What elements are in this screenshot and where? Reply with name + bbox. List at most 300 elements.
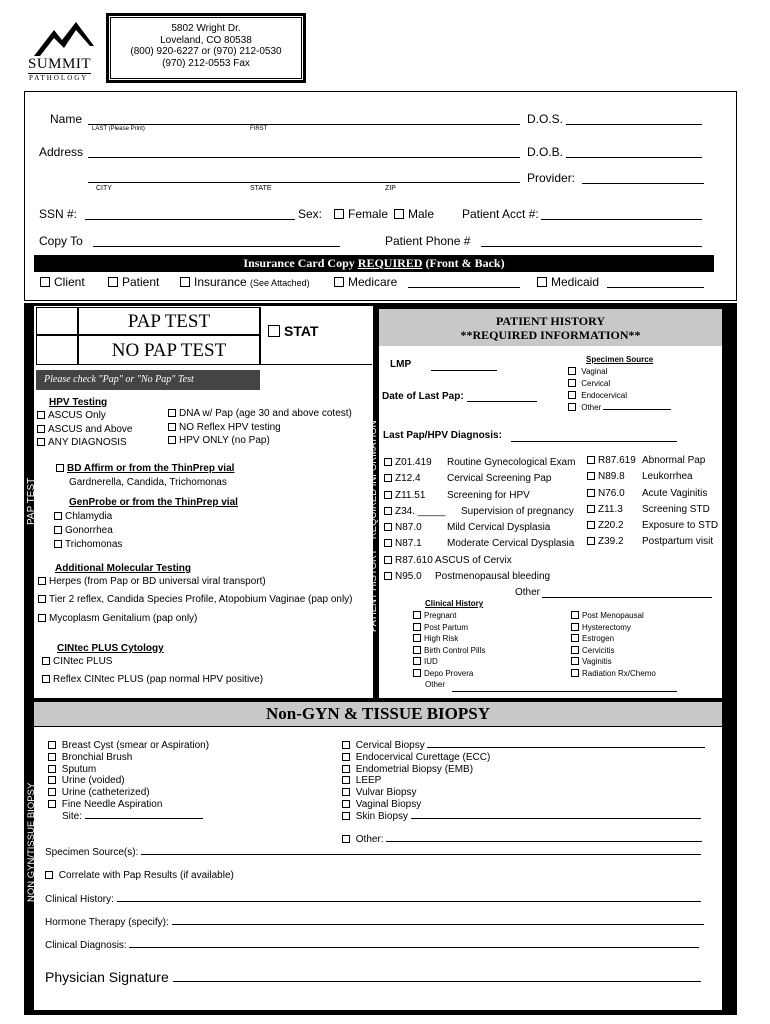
hpv-any-diagnosis-text: ANY DIAGNOSIS xyxy=(48,437,127,448)
trichomonas-text: Trichomonas xyxy=(65,539,123,550)
nongyn-checkbox[interactable] xyxy=(48,800,56,808)
history-header xyxy=(379,309,722,346)
code-r87619[interactable] xyxy=(587,453,718,469)
address-label: Address xyxy=(39,145,84,159)
clin-text: Birth Control Pills xyxy=(424,645,486,655)
lab-address-box-inner xyxy=(110,17,302,79)
code-number: Z34. _____ xyxy=(395,505,446,517)
nongyn-text: Vulvar Biopsy xyxy=(355,787,417,799)
clin-post-menopausal[interactable] xyxy=(571,610,656,622)
mycoplasm-text: Mycoplasm Genitalium (pap only) xyxy=(49,613,198,624)
chlamydia-checkbox[interactable] xyxy=(54,512,62,520)
dna-cotest[interactable] xyxy=(168,408,352,419)
spec-endocervical-text: Endocervical xyxy=(581,391,628,400)
code-number: Z12.4 xyxy=(395,473,421,485)
cintec-option[interactable] xyxy=(42,656,112,667)
code-n898[interactable] xyxy=(587,469,718,485)
nongyn-other-field[interactable] xyxy=(386,841,702,842)
code-n950[interactable] xyxy=(384,569,575,585)
nongyn-title: Non-GYN & TISSUE BIOPSY xyxy=(34,702,722,726)
patient-phone-field[interactable] xyxy=(481,246,702,247)
provider-label: Provider: xyxy=(527,171,576,185)
hpv-ascus-only-text: ASCUS Only xyxy=(48,410,106,421)
patient-text: Patient xyxy=(122,275,160,289)
site-label: Site: xyxy=(62,810,83,822)
genprobe-title: GenProbe or from the ThinPrep vial xyxy=(69,497,238,508)
nongyn-text: Urine (voided) xyxy=(61,775,125,787)
nongyn-text: Sputum xyxy=(61,763,97,775)
female-option[interactable] xyxy=(334,207,388,221)
code-desc: Screening STD xyxy=(642,503,710,515)
clinical-history-row xyxy=(45,894,701,905)
skin-biopsy-field[interactable] xyxy=(411,818,701,819)
hpv-ascus-only[interactable] xyxy=(37,410,106,421)
amt-title: Additional Molecular Testing xyxy=(55,563,191,574)
nongyn-other-option[interactable] xyxy=(342,834,702,845)
clin-iud[interactable] xyxy=(413,656,485,668)
code-z392[interactable] xyxy=(587,534,718,550)
spec-other-text: Other xyxy=(581,403,602,412)
code-number: N89.8 xyxy=(598,471,625,483)
lab-city: Loveland, CO 80538 xyxy=(160,34,252,46)
reflex-cintec-option[interactable] xyxy=(42,674,263,685)
code-desc: Moderate Cervical Dysplasia xyxy=(447,538,575,550)
dna-cotest-checkbox[interactable] xyxy=(168,409,176,417)
spec-vaginal-text: Vaginal xyxy=(581,367,608,376)
insurance-bar-text: Insurance Card Copy xyxy=(243,256,355,270)
lmp-field[interactable] xyxy=(431,370,497,371)
spec-vaginal[interactable] xyxy=(568,366,671,378)
code-number: Z39.2 xyxy=(598,536,624,548)
breast-cyst-option[interactable] xyxy=(48,740,209,752)
code-checkbox[interactable] xyxy=(384,474,392,482)
no-pap-test-label: NO PAP TEST xyxy=(78,335,260,365)
nongyn-clin-hist-field[interactable] xyxy=(117,901,701,902)
hormone-row xyxy=(45,917,704,928)
code-checkbox[interactable] xyxy=(384,556,392,564)
vulvar-biopsy-option[interactable] xyxy=(342,787,705,799)
pap-test-label: PAP TEST xyxy=(78,307,260,335)
clin-text: IUD xyxy=(424,657,438,666)
tier2-checkbox[interactable] xyxy=(38,595,46,603)
code-number: R87.610 xyxy=(395,554,433,566)
clin-checkbox[interactable] xyxy=(571,657,579,665)
stat-option[interactable] xyxy=(268,323,318,339)
male-checkbox[interactable] xyxy=(394,209,404,219)
specimen-sources-label: Specimen Source(s): xyxy=(45,847,139,858)
code-number: N76.0 xyxy=(598,487,625,499)
bd-affirm-sub: Gardnerella, Candida, Trichomonas xyxy=(69,477,227,488)
vaginal-biopsy-option[interactable] xyxy=(342,799,705,811)
spec-vaginal-checkbox[interactable] xyxy=(568,367,576,375)
code-z124[interactable] xyxy=(384,471,575,487)
clinical-dx-label: Clinical Diagnosis: xyxy=(45,940,127,951)
nongyn-side-label: NON GYN/TISSUE BIOPSY xyxy=(26,782,37,902)
hpv-only-text: HPV ONLY (no Pap) xyxy=(179,435,270,446)
code-number: R87.619 xyxy=(598,455,636,466)
nongyn-checkbox[interactable] xyxy=(342,812,350,820)
spec-endocervical[interactable] xyxy=(568,390,671,402)
no-reflex-hpv-checkbox[interactable] xyxy=(168,423,176,431)
clin-checkbox[interactable] xyxy=(571,623,579,631)
code-n760[interactable] xyxy=(587,486,718,502)
chlamydia-option[interactable] xyxy=(54,511,112,522)
code-checkbox[interactable] xyxy=(587,537,595,545)
code-checkbox[interactable] xyxy=(384,458,392,466)
mycoplasm-checkbox[interactable] xyxy=(38,614,46,622)
nongyn-text: Vaginal Biopsy xyxy=(355,798,422,810)
cintec-title: CINtec PLUS Cytology xyxy=(57,643,164,654)
clin-text: Vaginitis xyxy=(582,657,612,666)
hormone-field[interactable] xyxy=(172,924,704,925)
medicaid-option[interactable] xyxy=(537,275,599,289)
trichomonas-option[interactable] xyxy=(54,539,122,550)
nongyn-right-list xyxy=(342,740,705,823)
fna-option[interactable] xyxy=(48,799,209,811)
code-desc: Mild Cervical Dysplasia xyxy=(447,522,551,534)
leep-option[interactable] xyxy=(342,775,705,787)
clin-text: Estrogen xyxy=(582,634,615,643)
medicare-option[interactable] xyxy=(334,275,397,289)
insurance-checkbox[interactable] xyxy=(180,277,190,287)
logo xyxy=(28,20,98,82)
code-z01419[interactable] xyxy=(384,455,575,471)
city-hint: CITY xyxy=(96,185,112,192)
city-state-zip-field[interactable] xyxy=(88,182,520,183)
dob-field[interactable] xyxy=(566,157,702,158)
patient-option[interactable] xyxy=(108,275,159,289)
history-side-label: PATIENT HISTORY **REQUIRED INFORMATION xyxy=(368,420,379,632)
nongyn-checkbox[interactable] xyxy=(342,788,350,796)
code-checkbox[interactable] xyxy=(587,456,595,464)
code-desc: Cervical Screening Pap xyxy=(447,473,552,485)
bd-affirm-text: BD Affirm or from the ThinPrep vial xyxy=(67,463,235,474)
cintec-checkbox[interactable] xyxy=(42,657,50,665)
male-option[interactable] xyxy=(394,207,434,221)
code-z1151[interactable] xyxy=(384,488,575,504)
hpv-any-diagnosis-checkbox[interactable] xyxy=(37,438,45,446)
tier2-option[interactable] xyxy=(38,594,353,605)
nongyn-checkbox[interactable] xyxy=(342,753,350,761)
herpes-text: Herpes (from Pap or BD universal viral transport) xyxy=(49,576,266,587)
logo-subtext: PATHOLOGY xyxy=(29,74,89,82)
nongyn-text: Skin Biopsy xyxy=(355,810,409,822)
clin-estrogen[interactable] xyxy=(571,633,656,645)
clin-text: Radiation Rx/Chemo xyxy=(582,668,656,678)
code-checkbox[interactable] xyxy=(384,572,392,580)
code-n871[interactable] xyxy=(384,536,575,552)
hpv-ascus-only-checkbox[interactable] xyxy=(37,411,45,419)
clin-checkbox[interactable] xyxy=(413,646,421,654)
code-desc: Postpartum visit xyxy=(642,536,714,548)
clin-text: Post Partum xyxy=(424,622,469,632)
medicare-checkbox[interactable] xyxy=(334,277,344,287)
provider-field[interactable] xyxy=(582,183,704,184)
nongyn-checkbox[interactable] xyxy=(48,741,56,749)
logo-text: SUMMIT xyxy=(28,56,92,72)
clin-checkbox[interactable] xyxy=(413,634,421,642)
specimen-source-title: Specimen Source xyxy=(586,355,654,364)
code-r87610[interactable] xyxy=(384,553,575,569)
gonorrhea-option[interactable] xyxy=(54,525,113,536)
lab-phone: (800) 920-6227 or (970) 212-0530 xyxy=(130,46,282,57)
name-label: Name xyxy=(50,112,83,126)
medicaid-field[interactable] xyxy=(607,287,704,288)
clin-text: Depo Provera xyxy=(424,668,474,678)
clin-radiation[interactable] xyxy=(571,668,656,680)
history-title: PATIENT HISTORY xyxy=(495,314,606,328)
clinical-history-right xyxy=(571,610,656,679)
site-field[interactable] xyxy=(85,818,203,819)
spec-cervical[interactable] xyxy=(568,378,671,390)
nongyn-checkbox[interactable] xyxy=(48,765,56,773)
clinical-dx-field[interactable] xyxy=(129,947,699,948)
clin-text: Hysterectomy xyxy=(582,622,631,632)
client-checkbox[interactable] xyxy=(40,277,50,287)
dna-cotest-text: DNA w/ Pap (age 30 and above cotest) xyxy=(179,408,352,419)
insurance-bar xyxy=(34,255,714,272)
bronchial-brush-option[interactable] xyxy=(48,752,209,764)
code-checkbox[interactable] xyxy=(384,507,392,515)
code-number: Z11.3 xyxy=(598,503,623,515)
male-text: Male xyxy=(408,207,435,221)
clin-checkbox[interactable] xyxy=(413,623,421,631)
pap-check-hint: Please check "Pap" or "No Pap" Test xyxy=(36,370,260,390)
stat-checkbox[interactable] xyxy=(268,325,280,337)
clin-text: High Risk xyxy=(424,634,459,643)
insurance-required: REQUIRED xyxy=(357,256,423,270)
nongyn-left-list xyxy=(48,740,209,823)
acct-label: Patient Acct #: xyxy=(462,207,539,221)
clin-checkbox[interactable] xyxy=(571,611,579,619)
clin-checkbox[interactable] xyxy=(413,657,421,665)
code-number: N87.1 xyxy=(395,538,422,550)
insurance-attached: (See Attached) xyxy=(250,278,310,288)
urine-cath-option[interactable] xyxy=(48,787,209,799)
code-z202[interactable] xyxy=(587,518,718,534)
clin-checkbox[interactable] xyxy=(571,669,579,677)
code-checkbox[interactable] xyxy=(587,521,595,529)
ecc-option[interactable] xyxy=(342,752,705,764)
herpes-option[interactable] xyxy=(38,576,266,587)
insurance-option[interactable] xyxy=(180,275,310,289)
last-pap-label: Date of Last Pap: xyxy=(382,391,464,402)
code-number: Z20.2 xyxy=(598,520,624,532)
medicaid-text: Medicaid xyxy=(551,275,600,289)
ssn-label: SSN #: xyxy=(39,207,78,221)
dob-label: D.O.B. xyxy=(527,145,564,159)
herpes-checkbox[interactable] xyxy=(38,577,46,585)
code-number: Z01.419 xyxy=(395,457,432,468)
nongyn-checkbox[interactable] xyxy=(342,765,350,773)
code-n870[interactable] xyxy=(384,520,575,536)
clin-checkbox[interactable] xyxy=(413,611,421,619)
nongyn-checkbox[interactable] xyxy=(342,776,350,784)
copy-to-label: Copy To xyxy=(39,234,83,248)
name-field[interactable] xyxy=(88,124,520,125)
cervical-biopsy-field[interactable] xyxy=(427,747,705,748)
correlate-option[interactable] xyxy=(45,870,234,881)
code-checkbox[interactable] xyxy=(587,505,595,513)
clin-cervicitis[interactable] xyxy=(571,645,656,657)
hpv-only[interactable] xyxy=(168,435,270,446)
emb-option[interactable] xyxy=(342,764,705,776)
spec-endocervical-checkbox[interactable] xyxy=(568,391,576,399)
code-desc: Acute Vaginitis xyxy=(642,487,708,499)
correlate-checkbox[interactable] xyxy=(45,871,53,879)
sex-label: Sex: xyxy=(298,207,323,221)
medicaid-checkbox[interactable] xyxy=(537,277,547,287)
medicare-field[interactable] xyxy=(408,287,520,288)
last-name-hint: LAST (Please Print) xyxy=(92,126,145,132)
clin-hysterectomy[interactable] xyxy=(571,622,656,634)
cintec-text: CINtec PLUS xyxy=(53,656,113,667)
nongyn-checkbox[interactable] xyxy=(48,776,56,784)
trichomonas-checkbox[interactable] xyxy=(54,540,62,548)
no-reflex-hpv[interactable] xyxy=(168,422,281,433)
client-option[interactable] xyxy=(40,275,85,289)
insurance-text: Insurance xyxy=(194,275,247,289)
insurance-bar-end: (Front & Back) xyxy=(425,256,505,270)
spec-other-checkbox[interactable] xyxy=(568,403,576,411)
code-desc: Exposure to STD xyxy=(642,520,719,532)
code-checkbox[interactable] xyxy=(587,489,595,497)
spec-cervical-checkbox[interactable] xyxy=(568,379,576,387)
code-desc: Leukorrhea xyxy=(642,471,693,483)
zip-hint: ZIP xyxy=(385,185,396,192)
bd-affirm-checkbox[interactable] xyxy=(56,464,64,472)
reflex-cintec-text: Reflex CINtec PLUS (pap normal HPV positive) xyxy=(53,674,264,685)
nongyn-clin-hist-label: Clinical History: xyxy=(45,894,114,905)
nongyn-text: Bronchial Brush xyxy=(61,751,133,763)
clin-checkbox[interactable] xyxy=(413,669,421,677)
specimen-sources-field[interactable] xyxy=(141,854,701,855)
nongyn-checkbox[interactable] xyxy=(342,741,350,749)
clin-checkbox[interactable] xyxy=(571,634,579,642)
mycoplasm-option[interactable] xyxy=(38,613,197,624)
signature-row xyxy=(45,969,701,985)
code-desc: Abnormal Pap xyxy=(642,455,706,466)
code-z34[interactable] xyxy=(384,504,575,520)
nongyn-other-checkbox[interactable] xyxy=(342,835,350,843)
code-desc: Supervision of pregnancy xyxy=(461,505,574,517)
specimen-source-list xyxy=(568,366,671,414)
site-row xyxy=(48,811,209,823)
no-pap-test-checkbox[interactable] xyxy=(36,335,78,365)
clin-other-text: Other xyxy=(425,680,446,689)
clin-other xyxy=(413,679,485,691)
spec-cervical-text: Cervical xyxy=(581,379,611,388)
nongyn-checkbox[interactable] xyxy=(342,800,350,808)
tier2-text: Tier 2 reflex, Candida Species Profile, Atopobium Vaginae (pap only) xyxy=(49,594,353,605)
hpv-ascus-above-checkbox[interactable] xyxy=(37,425,45,433)
clin-other-field[interactable] xyxy=(452,691,677,692)
urine-voided-option[interactable] xyxy=(48,775,209,787)
gonorrhea-checkbox[interactable] xyxy=(54,526,62,534)
dos-field[interactable] xyxy=(566,124,702,125)
pap-test-checkbox[interactable] xyxy=(36,307,78,335)
patient-checkbox[interactable] xyxy=(108,277,118,287)
spec-other-field[interactable] xyxy=(603,409,671,410)
gonorrhea-text: Gonorrhea xyxy=(65,525,113,536)
code-z113[interactable] xyxy=(587,502,718,518)
cervical-biopsy-option[interactable] xyxy=(342,740,705,752)
nongyn-checkbox[interactable] xyxy=(48,753,56,761)
hpv-any-diagnosis[interactable] xyxy=(37,437,127,448)
diagnosis-codes-left xyxy=(384,455,575,585)
code-desc: ASCUS of Cervix xyxy=(435,554,512,566)
code-number: Z11.51 xyxy=(395,489,426,501)
female-checkbox[interactable] xyxy=(334,209,344,219)
nongyn-checkbox[interactable] xyxy=(48,788,56,796)
correlate-text: Correlate with Pap Results (if available) xyxy=(58,870,234,881)
dos-label: D.O.S. xyxy=(527,112,564,126)
stat-text: STAT xyxy=(284,323,319,339)
signature-field[interactable] xyxy=(173,981,701,982)
history-required: **REQUIRED INFORMATION** xyxy=(460,328,641,342)
chlamydia-text: Chlamydia xyxy=(65,511,113,522)
sputum-option[interactable] xyxy=(48,764,209,776)
mountain-logo-icon xyxy=(32,20,96,56)
nongyn-text: LEEP xyxy=(355,775,382,787)
code-number: N87.0 xyxy=(395,522,422,534)
code-desc: Routine Gynecological Exam xyxy=(447,457,576,468)
clin-text: Cervicitis xyxy=(582,645,615,655)
client-text: Client xyxy=(54,275,85,289)
ssn-field[interactable] xyxy=(85,219,295,220)
code-checkbox[interactable] xyxy=(384,539,392,547)
clin-depo[interactable] xyxy=(413,668,485,680)
nongyn-text: Endocervical Curettage (ECC) xyxy=(355,751,491,763)
dx-other-field[interactable] xyxy=(542,597,712,598)
hpv-ascus-above-text: ASCUS and Above xyxy=(48,424,133,435)
hpv-ascus-above[interactable] xyxy=(37,424,133,435)
clin-post-partum[interactable] xyxy=(413,622,485,634)
clin-text: Post Menopausal xyxy=(582,611,644,620)
lmp-label: LMP xyxy=(390,359,412,370)
clin-high-risk[interactable] xyxy=(413,633,485,645)
spec-other[interactable] xyxy=(568,402,671,414)
hpv-only-checkbox[interactable] xyxy=(168,436,176,444)
code-checkbox[interactable] xyxy=(587,472,595,480)
nongyn-text: Cervical Biopsy xyxy=(355,740,425,751)
clin-checkbox[interactable] xyxy=(571,646,579,654)
lab-street: 5802 Wright Dr. xyxy=(171,23,241,34)
reflex-cintec-checkbox[interactable] xyxy=(42,675,50,683)
hormone-label: Hormone Therapy (specify): xyxy=(45,917,169,928)
code-checkbox[interactable] xyxy=(384,491,392,499)
bd-affirm-option[interactable] xyxy=(56,463,234,474)
clin-pregnant[interactable] xyxy=(413,610,485,622)
last-dx-label: Last Pap/HPV Diagnosis: xyxy=(383,430,502,441)
state-hint: STATE xyxy=(250,185,272,192)
nongyn-text: Breast Cyst (smear or Aspiration) xyxy=(61,740,210,751)
acct-field[interactable] xyxy=(541,219,702,220)
address-field[interactable] xyxy=(88,157,520,158)
last-pap-field[interactable] xyxy=(467,401,537,402)
clin-birth-control[interactable] xyxy=(413,645,485,657)
code-checkbox[interactable] xyxy=(384,523,392,531)
clinical-history-title: Clinical History xyxy=(425,599,484,608)
clin-text: Pregnant xyxy=(424,611,457,620)
female-text: Female xyxy=(348,207,389,221)
clin-vaginitis[interactable] xyxy=(571,656,656,668)
skin-biopsy-option[interactable] xyxy=(342,811,705,823)
last-dx-field[interactable] xyxy=(511,441,677,442)
first-name-hint: FIRST xyxy=(250,126,268,132)
copy-to-field[interactable] xyxy=(93,246,340,247)
nongyn-text: Fine Needle Aspiration xyxy=(61,798,163,810)
